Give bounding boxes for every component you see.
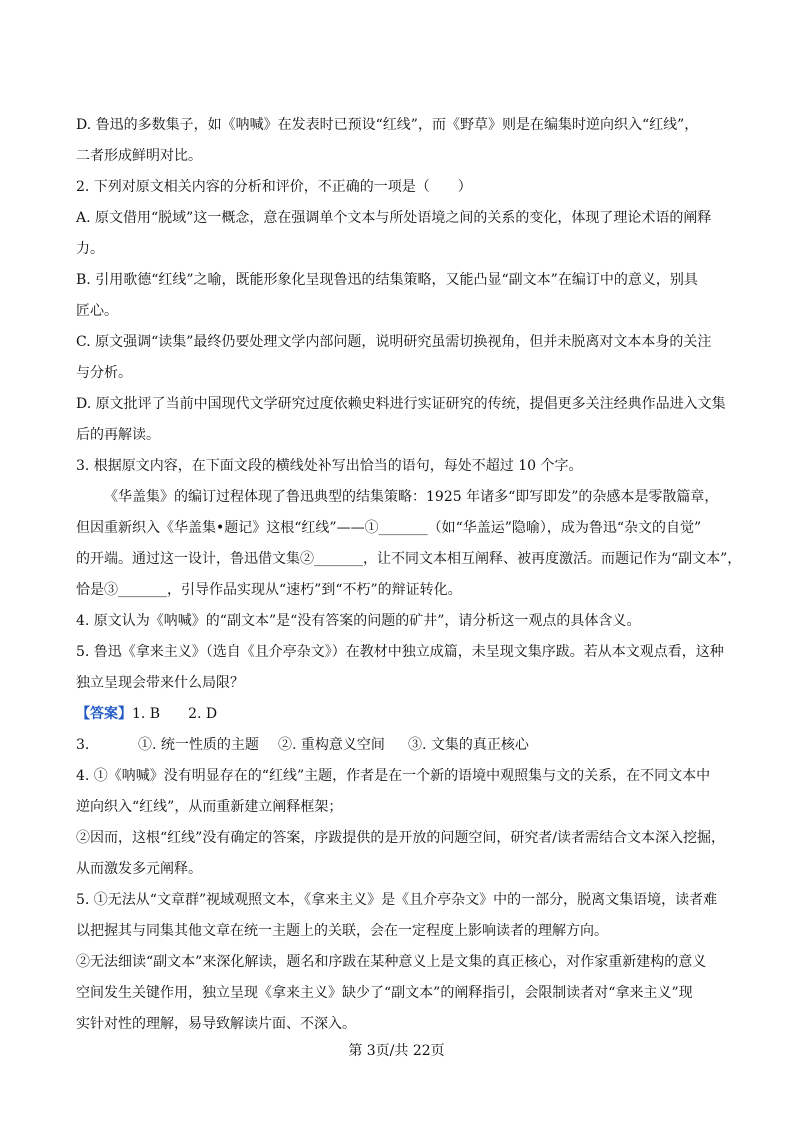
q2-option-d-line2: 后的再解读。 bbox=[76, 427, 160, 443]
q2-option-c-line1: C. 原文强调“读集”最终仍要处理文学内部问题，说明研究虽需切换视角，但并未脱离对文本本身的关注 bbox=[76, 334, 712, 350]
question-3: 3. 根据原文内容，在下面文段的横线处补写出恰当的语句，每处不超过 10 个字。 bbox=[76, 458, 583, 474]
answer-q3 bbox=[76, 730, 726, 761]
answer-q1-q2: 1. B 2. D bbox=[132, 706, 218, 722]
q3-passage-line1: 《华盖集》的编订过程体现了鲁迅典型的结集策略：1925 年诸多“即写即发”的杂感本是零散篇章， bbox=[104, 489, 719, 505]
q2-option-a-line1: A. 原文借用“脱域”这一概念，意在强调单个文本与所处语境之间的关系的变化，体现了理论术语的阐释 bbox=[76, 210, 712, 226]
answer-q4-line3: ②因而，这根“红线”没有确定的答案，序跋提供的是开放的问题空间，研究者/读者需结合文本深入挖掘， bbox=[76, 830, 726, 846]
question-5-line1: 5. 鲁迅《拿来主义》（选自《且介亭杂文》）在教材中独立成篇，未呈现文集序跋。若从本文观点看，这种 bbox=[76, 644, 724, 660]
answer-q4-line2: 逆向织入“红线”，从而重新建立阐释框架； bbox=[76, 799, 343, 815]
question-2: 2. 下列对原文相关内容的分析和评价，不正确的一项是（ ） bbox=[76, 179, 472, 195]
page-footer: 第 3页/共 22页 bbox=[348, 1043, 445, 1059]
answer-q5-line4: 空间发生关键作用，独立呈现《拿来主义》缺少了“副文本”的阐释指引，会限制读者对“拿来主义”现 bbox=[76, 985, 693, 1001]
q3-passage-line4: 恰是③_______，引导作品实现从“速朽”到“不朽”的辩证转化。 bbox=[76, 582, 462, 598]
option-d-line1: D. 鲁迅的多数集子，如《呐喊》在发表时已预设“红线”，而《野草》则是在编集时逆向织入“红线”， bbox=[76, 117, 699, 133]
answer-q3-item-3: ③. 文集的真正核心 bbox=[408, 737, 529, 753]
answer-tag: 【答案】 bbox=[76, 706, 132, 722]
answer-q3-number: 3. bbox=[76, 737, 90, 753]
answer-q4-line4: 从而激发多元阐释。 bbox=[76, 861, 202, 877]
q2-option-d-line1: D. 原文批评了当前中国现代文学研究过度依赖史料进行实证研究的传统，提倡更多关注经典作品进入文集 bbox=[76, 396, 726, 412]
answer-q5-line5: 实针对性的理解，易导致解读片面、不深入。 bbox=[76, 1016, 356, 1032]
answer-q3-item-1: ①. 统一性质的主题 bbox=[138, 737, 259, 753]
page-content bbox=[76, 110, 742, 1040]
answer-q5-line1: 5. ①无法从“文章群”视域观照文本，《拿来主义》是《且介亭杂文》中的一部分，脱离文集语境，读者难 bbox=[76, 892, 718, 908]
answer-q5-line3: ②无法细读“副文本”来深化解读，题名和序跋在某种意义上是文集的真正核心，对作家重新建构的意义 bbox=[76, 954, 707, 970]
q2-option-c-line2: 与分析。 bbox=[76, 365, 132, 381]
q2-option-b-line2: 匠心。 bbox=[76, 303, 118, 319]
answer-line bbox=[76, 699, 726, 730]
q3-passage-line3: 的开端。通过这一设计，鲁迅借文集②_______，让不同文本相互阐释、被再度激活。而题记作为“副文本”， bbox=[76, 551, 742, 567]
q2-option-b-line1: B. 引用歌德“红线”之喻，既能形象化呈现鲁迅的结集策略，又能凸显“副文本”在编订中的意义，别具 bbox=[76, 272, 698, 288]
option-d-line2: 二者形成鲜明对比。 bbox=[76, 148, 202, 164]
question-4: 4. 原文认为《呐喊》的“副文本”是“没有答案的问题的矿井”，请分析这一观点的具体含义。 bbox=[76, 613, 641, 629]
answer-q5-line2: 以把握其与同集其他文章在统一主题上的关联，会在一定程度上影响读者的理解方向。 bbox=[76, 923, 608, 939]
q2-option-a-line2: 力。 bbox=[76, 241, 104, 257]
question-5-line2: 独立呈现会带来什么局限？ bbox=[76, 675, 244, 691]
answer-q4-line1: 4. ①《呐喊》没有明显存在的“红线”主题，作者是在一个新的语境中观照集与文的关系，在不同文本中 bbox=[76, 768, 711, 784]
answer-q3-item-2: ②. 重构意义空间 bbox=[278, 737, 385, 753]
q3-passage-line2: 但因重新织入《华盖集•题记》这根“红线”——①_______（如“华盖运”隐喻），成为鲁迅“杂文的自觉” bbox=[76, 520, 702, 536]
